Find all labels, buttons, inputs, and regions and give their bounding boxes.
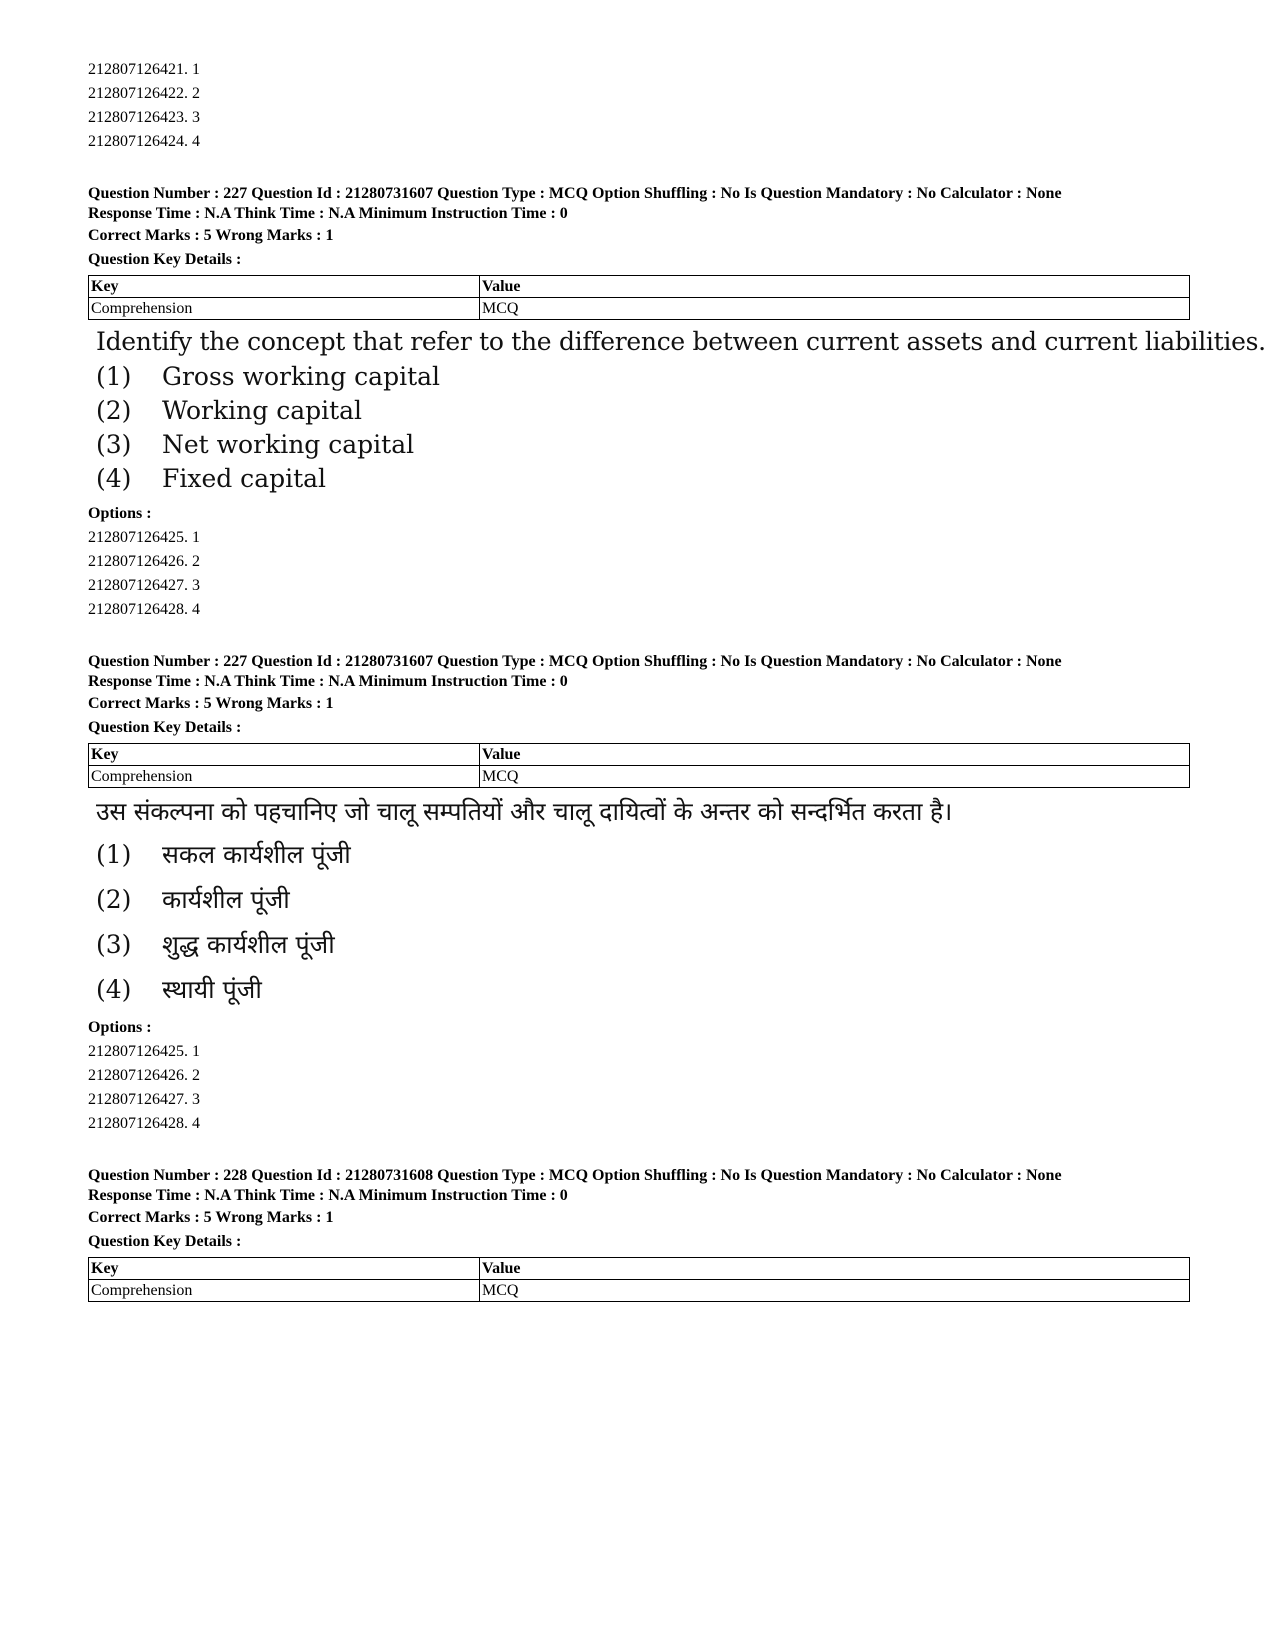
table-cell-value: MCQ [480,766,1190,788]
option-line: 212807126423. 3 [88,109,200,126]
choice-item [96,877,1190,922]
choice-number: (1) [96,840,132,869]
question-timing-line: Response Time : N.A Think Time : N.A Minimum Instruction Time : 0 [88,205,568,222]
question-content [88,794,1190,1012]
choice-item [96,394,1190,428]
table-header-row [89,744,1190,766]
choice-number: (3) [96,430,132,459]
choice-number: (4) [96,975,132,1004]
table-cell-value: MCQ [480,298,1190,320]
option-line: 212807126425. 1 [88,529,200,546]
choice-item [96,922,1190,967]
choice-item [96,428,1190,462]
document-page [88,58,1266,1302]
table-cell-key: Comprehension [89,298,480,320]
key-details-label: Question Key Details : [88,719,242,736]
question-meta-line: Question Number : 228 Question Id : 21280731608 Question Type : MCQ Option Shuffling : No Is Question Mandatory : No Calculator : None [88,1167,1062,1184]
option-line: 212807126428. 4 [88,1115,200,1132]
table-row [89,766,1190,788]
question-meta-line: Question Number : 227 Question Id : 21280731607 Question Type : MCQ Option Shuffling : No Is Question Mandatory : No Calculator : None [88,185,1062,202]
options-label: Options : [88,505,152,522]
table-header-value: Value [480,276,1190,298]
choice-number: (2) [96,396,132,425]
table-header-value: Value [480,1258,1190,1280]
table-header-row [89,276,1190,298]
question-text: Identify the concept that refer to the difference between current assets and current liabilities. [96,327,1266,356]
marks-line: Correct Marks : 5 Wrong Marks : 1 [88,695,334,712]
question-meta-line: Question Number : 227 Question Id : 21280731607 Question Type : MCQ Option Shuffling : No Is Question Mandatory : No Calculator : None [88,653,1062,670]
choice-text: Gross working capital [162,362,441,391]
choice-text: Net working capital [162,430,415,459]
table-header-value: Value [480,744,1190,766]
options-label: Options : [88,1019,152,1036]
key-details-table [88,275,1190,320]
choice-text: Fixed capital [162,464,327,493]
option-line: 212807126426. 2 [88,1067,200,1084]
table-cell-value: MCQ [480,1280,1190,1302]
option-line: 212807126421. 1 [88,61,200,78]
choice-number: (2) [96,885,132,914]
table-cell-key: Comprehension [89,766,480,788]
key-details-label: Question Key Details : [88,251,242,268]
table-header-row [89,1258,1190,1280]
option-line: 212807126422. 2 [88,85,200,102]
choice-number: (4) [96,464,132,493]
question-text: उस संकल्पना को पहचानिए जो चालू सम्पतियों और चालू दायित्वों के अन्तर को सन्दर्भित करता है। [96,797,953,826]
question-block-228 [88,1166,1190,1302]
table-row [89,298,1190,320]
choice-item [96,462,1190,496]
table-header-key: Key [89,1258,480,1280]
key-details-label: Question Key Details : [88,1233,242,1250]
option-line: 212807126428. 4 [88,601,200,618]
marks-line: Correct Marks : 5 Wrong Marks : 1 [88,1209,334,1226]
option-line: 212807126424. 4 [88,133,200,150]
question-block-227-english [88,184,1266,622]
table-header-key: Key [89,744,480,766]
option-line: 212807126426. 2 [88,553,200,570]
choice-item [96,967,1190,1012]
choice-item [96,360,1190,394]
question-timing-line: Response Time : N.A Think Time : N.A Minimum Instruction Time : 0 [88,673,568,690]
question-content [88,326,1266,496]
choice-item [96,832,1190,877]
question-timing-line: Response Time : N.A Think Time : N.A Minimum Instruction Time : 0 [88,1187,568,1204]
table-row [89,1280,1190,1302]
previous-options-list [88,58,1190,154]
choice-number: (3) [96,930,132,959]
choice-text: कार्यशील पूंजी [162,885,290,914]
choice-text: Working capital [162,396,363,425]
choice-text: शुद्ध कार्यशील पूंजी [162,930,335,959]
option-line: 212807126425. 1 [88,1043,200,1060]
choice-text: स्थायी पूंजी [162,975,262,1004]
table-cell-key: Comprehension [89,1280,480,1302]
marks-line: Correct Marks : 5 Wrong Marks : 1 [88,227,334,244]
choice-number: (1) [96,362,132,391]
choice-text: सकल कार्यशील पूंजी [162,840,351,869]
question-block-227-hindi [88,652,1190,1136]
key-details-table [88,743,1190,788]
option-line: 212807126427. 3 [88,1091,200,1108]
table-header-key: Key [89,276,480,298]
option-line: 212807126427. 3 [88,577,200,594]
key-details-table [88,1257,1190,1302]
